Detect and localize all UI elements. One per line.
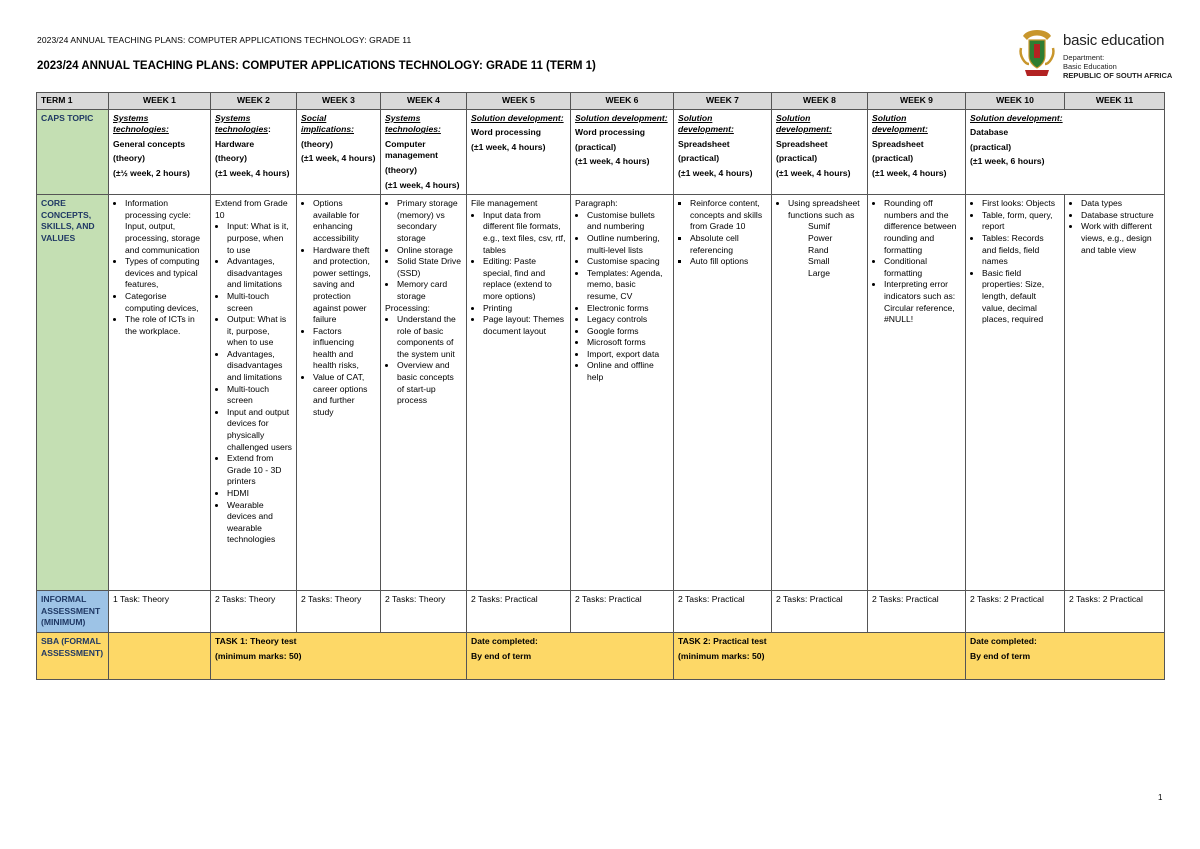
header-week-7: WEEK 7: [674, 93, 772, 110]
sba-date-2: [966, 632, 1165, 679]
caps-title-suffix: :: [268, 124, 271, 135]
concept-list: [1069, 198, 1160, 256]
list-item: • Memory card storage: [397, 279, 462, 302]
list-item: • Basic field properties: Size, length, default value, decimal places, required: [982, 268, 1060, 326]
caps-line: (practical): [776, 153, 818, 164]
core-concepts-label: CORE CONCEPTS, SKILLS, AND VALUES: [37, 195, 109, 591]
sba-date-1: [467, 632, 674, 679]
list-item: • Online and offline help: [587, 360, 669, 383]
sba-task-2: [674, 632, 966, 679]
concept-list: [776, 198, 863, 221]
coat-of-arms-icon: [1017, 26, 1057, 78]
list-item: • Information processing cycle: Input, output, processing, storage and communication: [125, 198, 206, 256]
header-week-2: WEEK 2: [211, 93, 297, 110]
function-name: Large: [808, 267, 830, 278]
list-item: • Printing: [483, 303, 566, 315]
list-item: • First looks: Objects: [982, 198, 1060, 210]
informal-week-9: 2 Tasks: Practical: [868, 591, 966, 633]
function-name: Rand: [808, 244, 829, 255]
caps-title: Solution development:: [872, 112, 928, 135]
caps-title: Solution development:: [678, 112, 734, 135]
sba-date-2-label: Date completed:: [970, 635, 1037, 646]
caps-title: Systems technologies: [215, 112, 269, 135]
list-item: • Tables: Records and fields, field names: [982, 233, 1060, 268]
list-item: ▪ Reinforce content, concepts and skills from Grade 10: [690, 198, 767, 233]
caps-topic-label: CAPS TOPIC: [37, 109, 109, 195]
caps-line: (theory): [113, 153, 145, 164]
concept-list: [678, 198, 767, 268]
list-item: • Overview and basic concepts of start-up process: [397, 360, 462, 406]
informal-assessment-row: [37, 591, 1165, 633]
caps-title: Social implications:: [301, 112, 355, 135]
function-name: Power: [808, 232, 833, 243]
caps-week-9: [868, 109, 966, 195]
concept-list: [385, 314, 462, 407]
list-item: • Microsoft forms: [587, 337, 669, 349]
informal-week-5: 2 Tasks: Practical: [467, 591, 571, 633]
concept-subheading: Processing:: [385, 302, 430, 313]
list-item: • Understand the role of basic components of the system unit: [397, 314, 462, 360]
list-item: • Options available for enhancing accessibility: [313, 198, 376, 244]
caps-line: (practical): [872, 153, 914, 164]
list-item: • Advantages, disadvantages and limitations: [227, 349, 292, 384]
list-item: • Conditional formatting: [884, 256, 961, 279]
informal-week-2: 2 Tasks: Theory: [211, 591, 297, 633]
list-item: • Online storage: [397, 245, 462, 257]
list-item: • Page layout: Themes document layout: [483, 314, 566, 337]
concept-intro: Paragraph:: [575, 198, 618, 209]
sba-task-1-marks: (minimum marks: 50): [215, 650, 302, 661]
core-week-4: [381, 195, 467, 591]
list-item: • Database structure: [1081, 210, 1160, 222]
caps-line: (theory): [301, 138, 333, 149]
caps-title: Solution development:: [575, 112, 668, 123]
list-item: • Using spreadsheet functions such as: [788, 198, 863, 221]
core-week-1: [109, 195, 211, 591]
list-item: • Advantages, disadvantages and limitations: [227, 256, 292, 291]
logo-country: REPUBLIC OF SOUTH AFRICA: [1063, 71, 1173, 80]
list-item: • Solid State Drive (SSD): [397, 256, 462, 279]
informal-week-6: 2 Tasks: Practical: [571, 591, 674, 633]
caps-line: (theory): [385, 164, 417, 175]
list-item: • Primary storage (memory) vs secondary storage: [397, 198, 462, 244]
caps-title: Solution development:: [970, 112, 1063, 123]
header-term: TERM 1: [37, 93, 109, 110]
core-week-3: [297, 195, 381, 591]
teaching-plan-table: [36, 92, 1165, 680]
header-week-3: WEEK 3: [297, 93, 381, 110]
department-logo: [1017, 26, 1177, 80]
caps-line: (±1 week, 4 hours): [471, 141, 546, 152]
header-week-9: WEEK 9: [868, 93, 966, 110]
list-item: ▪ Absolute cell referencing: [690, 233, 767, 256]
core-week-9: [868, 195, 966, 591]
header-row: [37, 93, 1165, 110]
caps-line: (±1 week, 4 hours): [215, 167, 290, 178]
informal-week-11: 2 Tasks: 2 Practical: [1065, 591, 1165, 633]
list-item: • Customise bullets and numbering: [587, 210, 669, 233]
caps-title: Systems technologies:: [113, 112, 169, 135]
core-week-11: [1065, 195, 1165, 591]
list-item: • Templates: Agenda, memo, basic resume, CV: [587, 268, 669, 303]
caps-week-10-11: [966, 109, 1165, 195]
sba-date-1-label: Date completed:: [471, 635, 538, 646]
informal-week-1: 1 Task: Theory: [109, 591, 211, 633]
sba-task-2-title: TASK 2: Practical test: [678, 635, 767, 646]
caps-line: (practical): [970, 141, 1012, 152]
caps-line: (±1 week, 4 hours): [678, 167, 753, 178]
informal-week-4: 2 Tasks: Theory: [381, 591, 467, 633]
caps-week-7: [674, 109, 772, 195]
sba-label: SBA (FORMAL ASSESSMENT): [37, 632, 109, 679]
core-week-6: [571, 195, 674, 591]
concept-list: [215, 221, 292, 546]
sba-date-1-value: By end of term: [471, 650, 532, 661]
caps-week-4: [381, 109, 467, 195]
caps-line: (±1 week, 4 hours): [872, 167, 947, 178]
sba-date-2-value: By end of term: [970, 650, 1031, 661]
concept-list: [471, 210, 566, 338]
caps-line: Spreadsheet: [872, 138, 924, 149]
list-item: • Wearable devices and wearable technologies: [227, 500, 292, 546]
header-week-8: WEEK 8: [772, 93, 868, 110]
page-title: 2023/24 ANNUAL TEACHING PLANS: COMPUTER APPLICATIONS TECHNOLOGY: GRADE 11 (TERM 1): [37, 60, 596, 72]
caps-title: Systems technologies:: [385, 112, 441, 135]
concept-list: [575, 210, 669, 384]
concept-intro: File management: [471, 198, 538, 209]
header-week-11: WEEK 11: [1065, 93, 1165, 110]
caps-line: (±1 week, 4 hours): [776, 167, 851, 178]
caps-week-5: [467, 109, 571, 195]
caps-line: Spreadsheet: [678, 138, 730, 149]
caps-title: Solution development:: [471, 112, 564, 123]
list-item: • Input: What is it, purpose, when to use: [227, 221, 292, 256]
concept-list: [385, 198, 462, 302]
list-item: • Categorise computing devices,: [125, 291, 206, 314]
header-week-4: WEEK 4: [381, 93, 467, 110]
running-header: 2023/24 ANNUAL TEACHING PLANS: COMPUTER APPLICATIONS TECHNOLOGY: GRADE 11: [37, 35, 412, 45]
list-item: • The role of ICTs in the workplace.: [125, 314, 206, 337]
logo-department-name: Basic Education: [1063, 62, 1117, 71]
page-number: 1: [1158, 793, 1163, 802]
caps-title: Solution development:: [776, 112, 832, 135]
caps-line: Word processing: [575, 127, 646, 138]
caps-week-3: [297, 109, 381, 195]
caps-week-2: [211, 109, 297, 195]
list-item: • Interpreting error indicators such as: Circular reference, #NULL!: [884, 279, 961, 325]
header-week-1: WEEK 1: [109, 93, 211, 110]
core-week-2: [211, 195, 297, 591]
list-item: • HDMI: [227, 488, 292, 500]
caps-line: (±½ week, 2 hours): [113, 167, 190, 178]
sba-task-2-marks: (minimum marks: 50): [678, 650, 765, 661]
concept-list: [113, 198, 206, 337]
list-item: • Multi-touch screen: [227, 291, 292, 314]
header-week-5: WEEK 5: [467, 93, 571, 110]
sba-task-1: [211, 632, 467, 679]
list-item: • Google forms: [587, 326, 669, 338]
list-item: • Legacy controls: [587, 314, 669, 326]
list-item: • Electronic forms: [587, 303, 669, 315]
caps-line: General concepts: [113, 138, 186, 149]
caps-line: Spreadsheet: [776, 138, 828, 149]
list-item: • Import, export data: [587, 349, 669, 361]
informal-week-10: 2 Tasks: 2 Practical: [966, 591, 1065, 633]
caps-line: Hardware: [215, 138, 255, 149]
list-item: • Data types: [1081, 198, 1160, 210]
informal-week-8: 2 Tasks: Practical: [772, 591, 868, 633]
caps-week-6: [571, 109, 674, 195]
sba-row: [37, 632, 1165, 679]
caps-week-1: [109, 109, 211, 195]
caps-line: (±1 week, 6 hours): [970, 156, 1045, 167]
caps-week-8: [772, 109, 868, 195]
list-item: • Customise spacing: [587, 256, 669, 268]
list-item: • Hardware theft and protection, power settings, saving and protection against power failure: [313, 245, 376, 326]
list-item: • Input data from different file formats, e.g., text files, csv, rtf, tables: [483, 210, 566, 256]
list-item: • Input and output devices for physically challenged users: [227, 407, 292, 453]
list-item: • Factors influencing health and health risks,: [313, 326, 376, 372]
list-item: • Types of computing devices and typical features,: [125, 256, 206, 291]
sba-week-1: [109, 632, 211, 679]
list-item: • Value of CAT, career options and further study: [313, 372, 376, 418]
core-week-7: [674, 195, 772, 591]
caps-line: (practical): [575, 141, 617, 152]
header-week-10: WEEK 10: [966, 93, 1065, 110]
core-week-10: [966, 195, 1065, 591]
concept-list: [301, 198, 376, 418]
header-week-6: WEEK 6: [571, 93, 674, 110]
caps-line: (±1 week, 4 hours): [301, 153, 376, 164]
caps-line: Database: [970, 127, 1009, 138]
informal-week-7: 2 Tasks: Practical: [674, 591, 772, 633]
caps-line: Computer management: [385, 138, 439, 161]
concept-list: [872, 198, 961, 326]
core-concepts-row: [37, 195, 1165, 591]
function-name: Small: [808, 256, 830, 267]
informal-assessment-label: INFORMAL ASSESSMENT (MINIMUM): [37, 591, 109, 633]
list-item: • Table, form, query, report: [982, 210, 1060, 233]
list-item: • Work with different views, e.g., design and table view: [1081, 221, 1160, 256]
function-list: [776, 221, 863, 279]
concept-list: [970, 198, 1060, 326]
sba-task-1-title: TASK 1: Theory test: [215, 635, 297, 646]
caps-topic-row: [37, 109, 1165, 195]
core-week-8: [772, 195, 868, 591]
caps-line: (±1 week, 4 hours): [385, 179, 460, 190]
list-item: • Rounding off numbers and the difference between rounding and formatting: [884, 198, 961, 256]
logo-department-label: Department:: [1063, 53, 1105, 62]
caps-line: (practical): [678, 153, 720, 164]
list-item: • Extend from Grade 10 - 3D printers: [227, 453, 292, 488]
list-item: • Editing: Paste special, find and replace (extend to more options): [483, 256, 566, 302]
caps-line: (±1 week, 4 hours): [575, 156, 650, 167]
informal-week-3: 2 Tasks: Theory: [297, 591, 381, 633]
list-item: ▪ Auto fill options: [690, 256, 767, 268]
logo-brand: basic education: [1063, 32, 1165, 49]
list-item: • Outline numbering, multi-level lists: [587, 233, 669, 256]
list-item: • Multi-touch screen: [227, 384, 292, 407]
caps-line: (theory): [215, 153, 247, 164]
function-name: Sumif: [808, 221, 830, 232]
concept-intro: Extend from Grade 10: [215, 198, 288, 220]
core-week-5: [467, 195, 571, 591]
caps-line: Word processing: [471, 127, 542, 138]
list-item: • Output: What is it, purpose, when to use: [227, 314, 292, 349]
